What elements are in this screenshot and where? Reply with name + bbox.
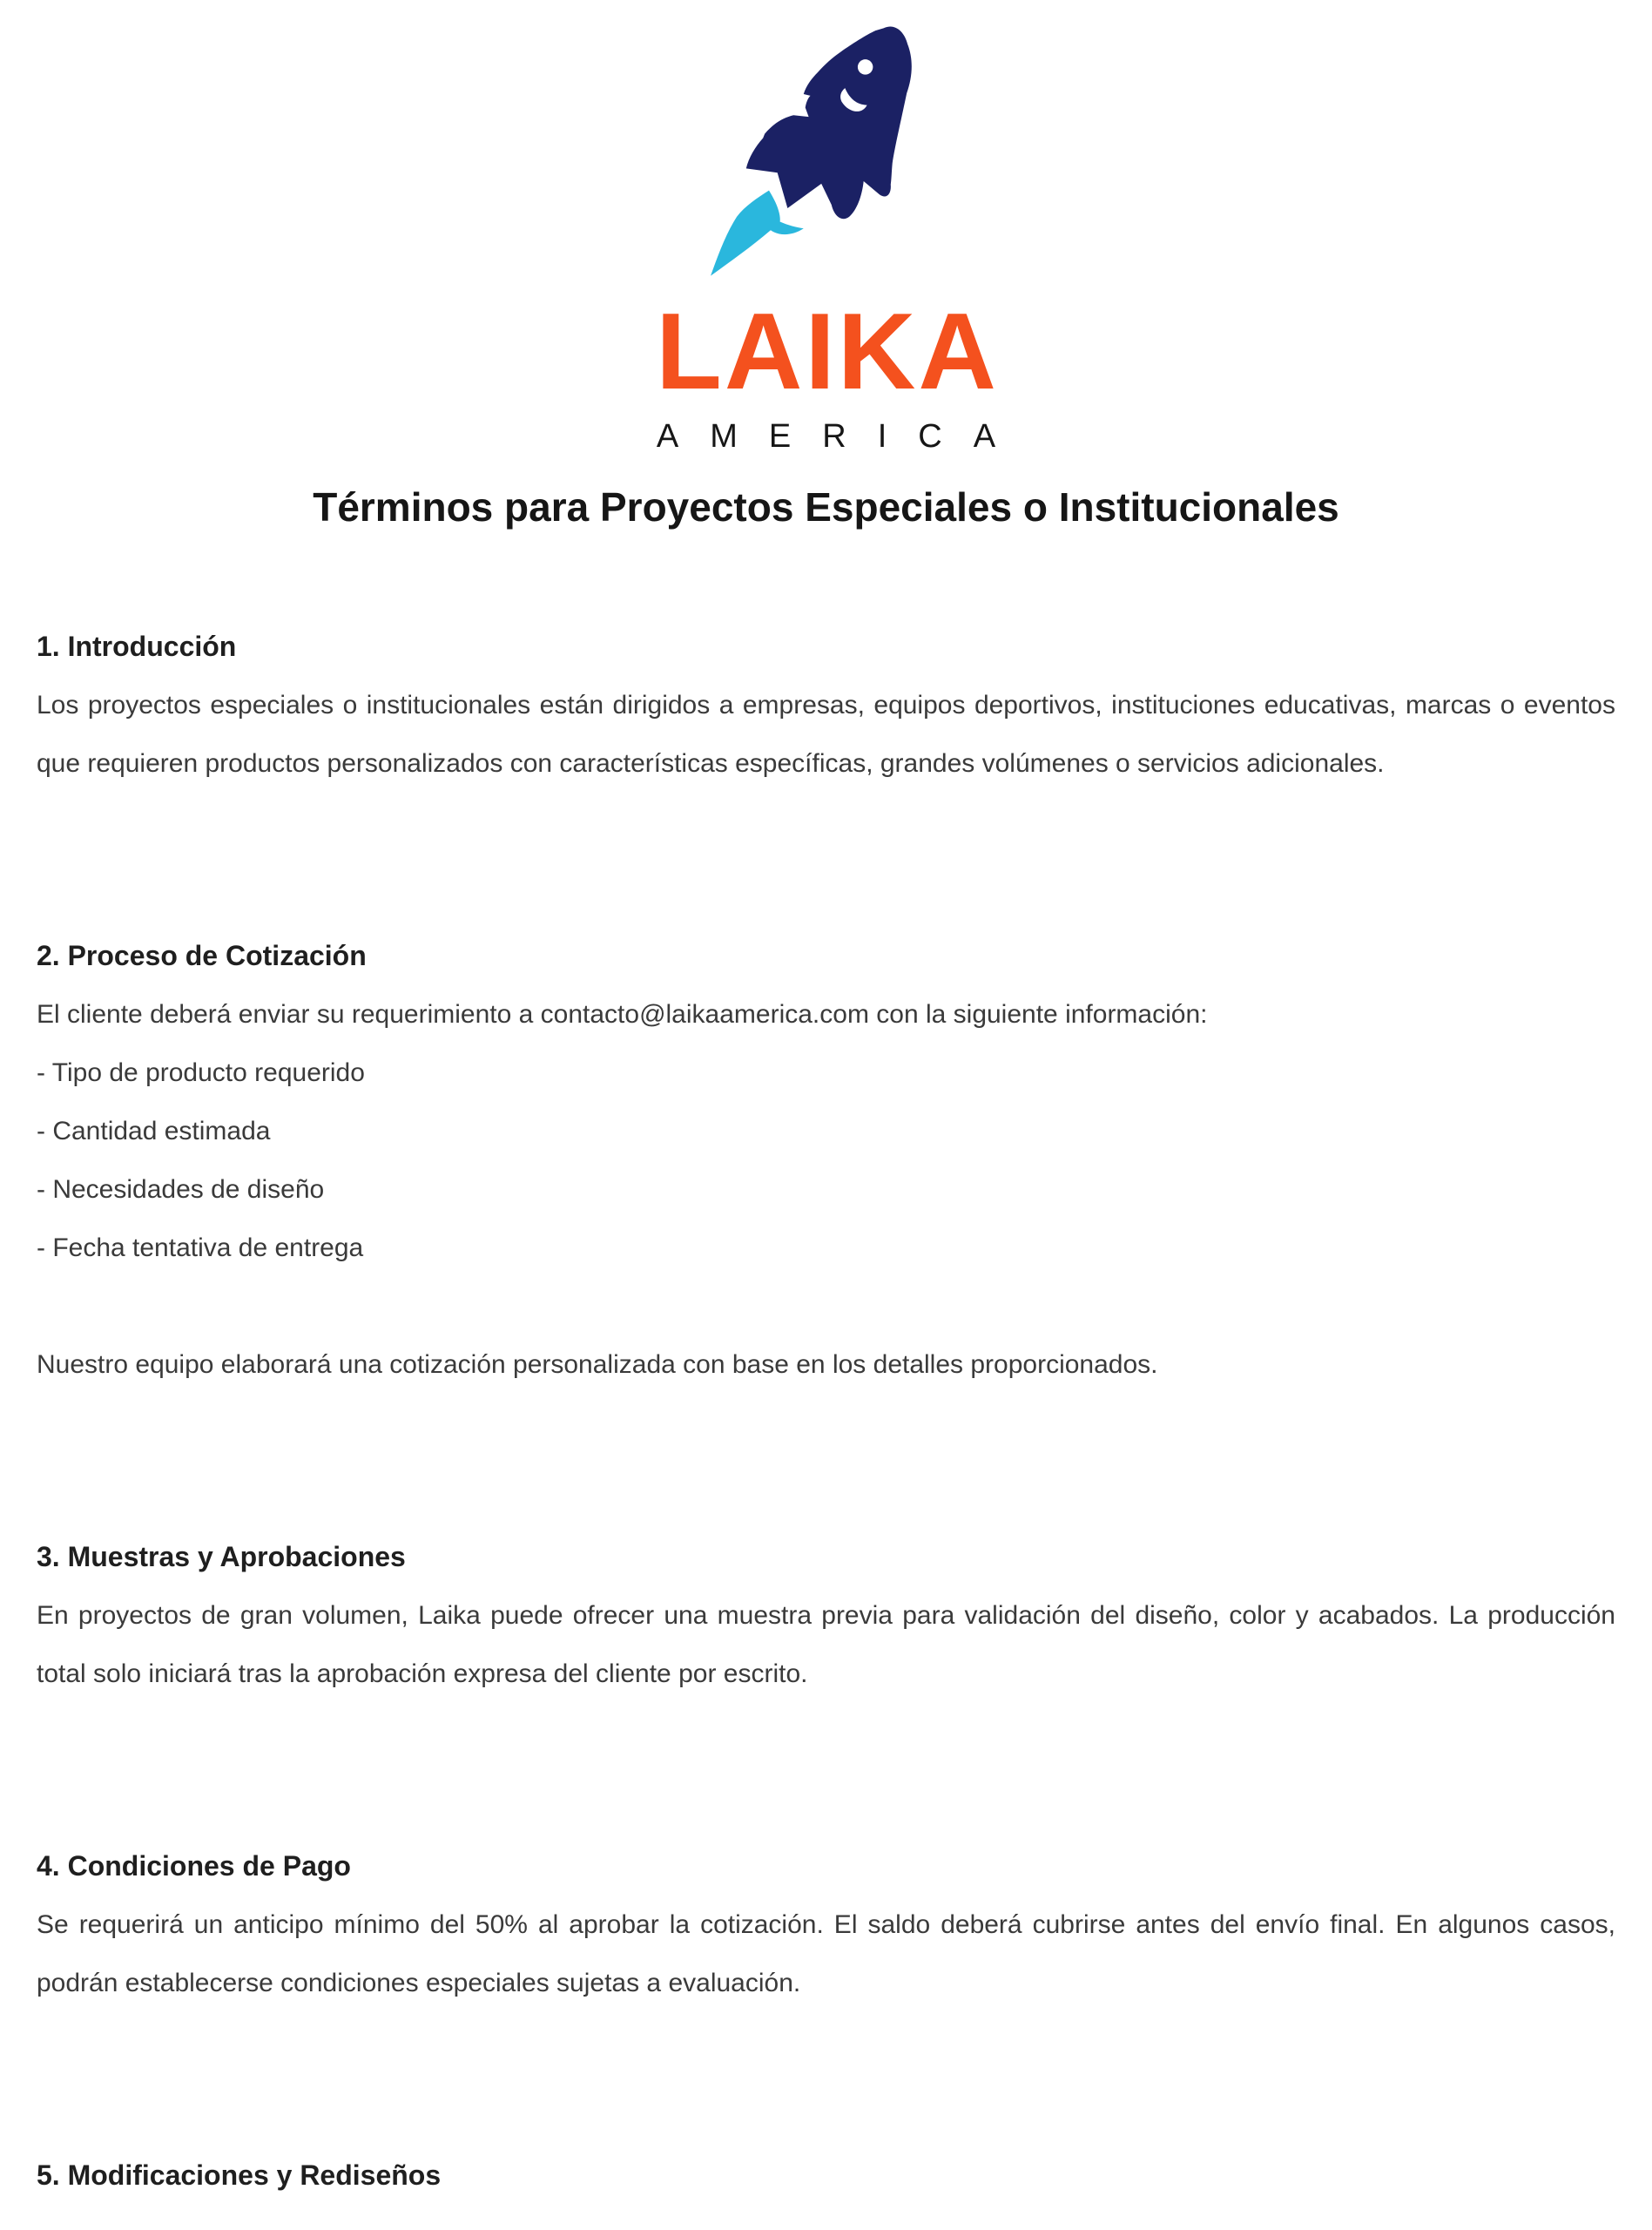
blank-line (37, 1277, 1615, 1335)
logo (37, 0, 1615, 453)
section-heading-modificaciones-redisenos: 5. Modificaciones y Rediseños (37, 2159, 442, 2191)
section-body-condiciones-pago: Se requerirá un anticipo mínimo del 50% al aprobar la cotización. El saldo deberá cubrirse antes del envío final. En algunos casos, podrán establecerse condiciones especiales sujetas a evaluación. (37, 1910, 1615, 1997)
section-intro-proceso-cotizacion: El cliente deberá enviar su requerimiento a contacto@laikaamerica.com con la siguiente información: (37, 1000, 1208, 1029)
page-title: Términos para Proyectos Especiales o Institucionales (313, 484, 1339, 530)
list-item-cantidad-estimada: - Cantidad estimada (37, 1117, 271, 1145)
section-heading-muestras-aprobaciones: 3. Muestras y Aprobaciones (37, 1541, 406, 1572)
section-body-muestras-aprobaciones: En proyectos de gran volumen, Laika puede ofrecer una muestra previa para validación del diseño, color y acabados. La producción total solo iniciará tras la aprobación expresa del cliente por escrito. (37, 1601, 1615, 1688)
section-heading-proceso-cotizacion: 2. Proceso de Cotización (37, 940, 367, 971)
brand-wordmark (37, 292, 1615, 412)
section-heading-condiciones-pago: 4. Condiciones de Pago (37, 1850, 351, 1882)
region-wordmark (37, 420, 1615, 453)
region-text: AMERICA (656, 418, 1028, 455)
dog-rocket-icon (683, 7, 970, 294)
section-outro-proceso-cotizacion: Nuestro equipo elaborará una cotización personalizada con base en los detalles proporcionados. (37, 1350, 1158, 1379)
list-item-necesidades-diseno: - Necesidades de diseño (37, 1175, 325, 1204)
brand-text: LAIKA (656, 292, 999, 412)
list-item-tipo-producto: - Tipo de producto requerido (37, 1058, 365, 1087)
section-heading-introduccion: 1. Introducción (37, 631, 237, 662)
section-body-introduccion: Los proyectos especiales o institucionales están dirigidos a empresas, equipos deportivos, instituciones educativas, marcas o eventos que requieren productos personalizados con características específicas, grandes volúmenes o servicios adicionales. (37, 691, 1615, 778)
list-item-fecha-entrega: - Fecha tentativa de entrega (37, 1233, 364, 1262)
